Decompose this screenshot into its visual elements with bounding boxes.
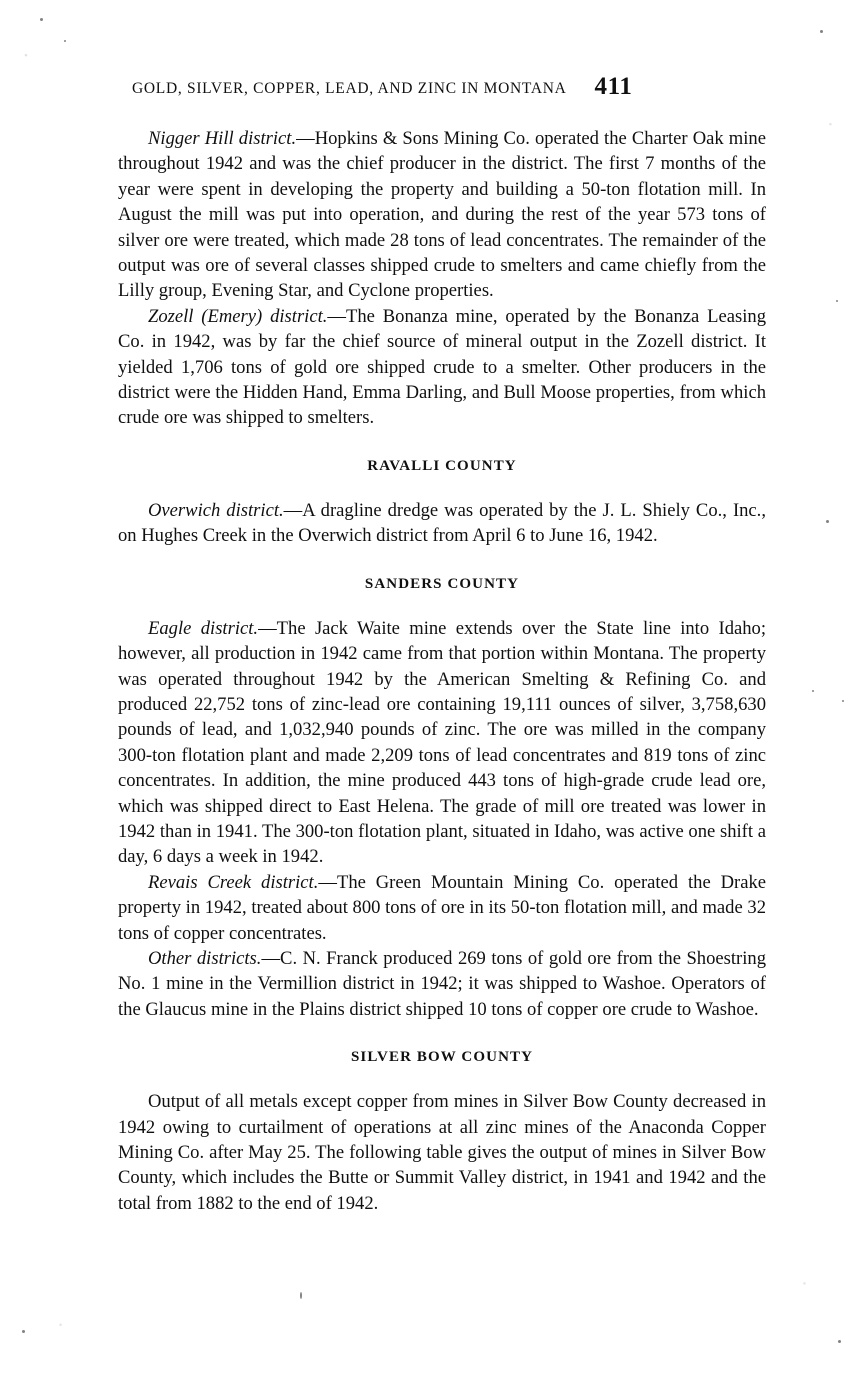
paragraph-run-in-head: Revais Creek district. (148, 871, 319, 893)
page-content (118, 72, 766, 1216)
paragraph-dash: — (283, 499, 303, 521)
paragraph-dash: — (258, 617, 277, 639)
scan-speckle (826, 520, 829, 523)
scan-speckle (838, 1340, 841, 1343)
paragraph-text: C. N. Franck produced 269 tons of gold ore from the Shoestring No. 1 mine in the Vermillion district in 1942; it was shipped to Washoe. Operators of the Glaucus mine in the Plains district shipped 10 tons of copper ore crude to Washoe. (118, 947, 766, 1020)
paragraph-dash: — (296, 128, 315, 149)
scan-speckle (820, 30, 823, 33)
paragraph-run-in-head: Eagle district. (148, 617, 259, 639)
paragraph-text: Hopkins & Sons Mining Co. operated the Charter Oak mine throughout 1942 and was the chief producer in the district. The first 7 months of the year were spent in developing the property and building a 50-ton flotation mill. In August the mill was put into operation, and during the rest of the year 573 tons of silver ore were treated, which made 28 tons of lead concentrates. The remainder of the output was ore of several classes shipped crude to smelters and came chiefly from the Lilly group, Evening Star, and Cyclone properties. (118, 128, 766, 302)
paragraph-run-in-head: Overwich district. (148, 499, 284, 521)
paragraph-run-in-head: Other districts. (148, 947, 262, 969)
running-head-title: GOLD, SILVER, COPPER, LEAD, AND ZINC IN MONTANA (132, 80, 567, 97)
scan-speckle (842, 700, 844, 702)
paragraph-text: The Bonanza mine, operated by the Bonanza Leasing Co. in 1942, was by far the chief source of mineral output in the Zozell district. It yielded 1,706 tons of gold ore shipped crude to a smelter. Other producers in the district were the Hidden Hand, Emma Darling, and Bull Moose properties, from which crude ore was shipped to smelters. (118, 305, 767, 429)
scan-speckle (300, 1292, 302, 1299)
paragraph-text: Output of all metals except copper from mines in Silver Bow County decreased in 1942 owing to curtailment of operations at all zinc mines of the Anaconda Copper Mining Co. after May 25. The following table gives the output of mines in Silver Bow County, which includes the Butte or Summit Valley district, in 1941 and 1942 and the total from 1882 to the end of 1942. (118, 1091, 766, 1214)
paragraph (118, 498, 766, 549)
paragraph (118, 946, 766, 1022)
paragraph-text: The Green Mountain Mining Co. operated the Drake property in 1942, treated about 800 tons of ore in its 50-ton flotation mill, and made 32 tons of copper concentrates. (118, 871, 767, 944)
page-number: 411 (594, 73, 633, 100)
section-heading-ravalli-county: RAVALLI COUNTY (367, 457, 517, 474)
paragraph (118, 1089, 766, 1216)
paragraph (118, 616, 766, 870)
paragraph-dash: — (261, 947, 281, 969)
paragraph (118, 870, 766, 946)
running-head (118, 72, 766, 100)
paragraph-run-in-head: Zozell (Emery) district. (148, 305, 328, 327)
paragraph-dash: — (327, 305, 347, 327)
section-heading-sanders-county: SANDERS COUNTY (364, 575, 520, 592)
paragraph (118, 126, 766, 304)
scan-speckle (836, 300, 838, 302)
scan-speckle (22, 1330, 25, 1333)
scan-speckle (812, 690, 814, 692)
scan-speckle (40, 18, 43, 21)
paragraph-dash: — (318, 871, 337, 893)
paragraph-text: A dragline dredge was operated by the J. L. Shiely Co., Inc., on Hughes Creek in the Overwich district from April 6 to June 16, 1942. (118, 499, 766, 547)
paragraph-run-in-head: Nigger Hill district. (148, 128, 297, 149)
section-heading-silver-bow-county: SILVER BOW COUNTY (350, 1049, 534, 1066)
scan-speckle (64, 40, 66, 42)
paragraph-text: The Jack Waite mine extends over the State line into Idaho; however, all production in 1942 came from that portion within Montana. The property was operated throughout 1942 by the American Smelting & Refining Co. and produced 22,752 tons of zinc-lead ore containing 19,111 ounces of silver, 3,758,630 pounds of lead, and 1,032,940 pounds of zinc. The ore was milled in the company 300-ton flotation plant and made 2,209 tons of lead concentrates and 819 tons of zinc concentrates. In addition, the mine produced 443 tons of high-grade crude lead ore, which was shipped direct to East Helena. The grade of mill ore treated was lower in 1942 than in 1941. The 300-ton flotation plant, situated in Idaho, was active one shift a day, 6 days a week in 1942. (118, 617, 766, 868)
paragraph (118, 304, 766, 431)
